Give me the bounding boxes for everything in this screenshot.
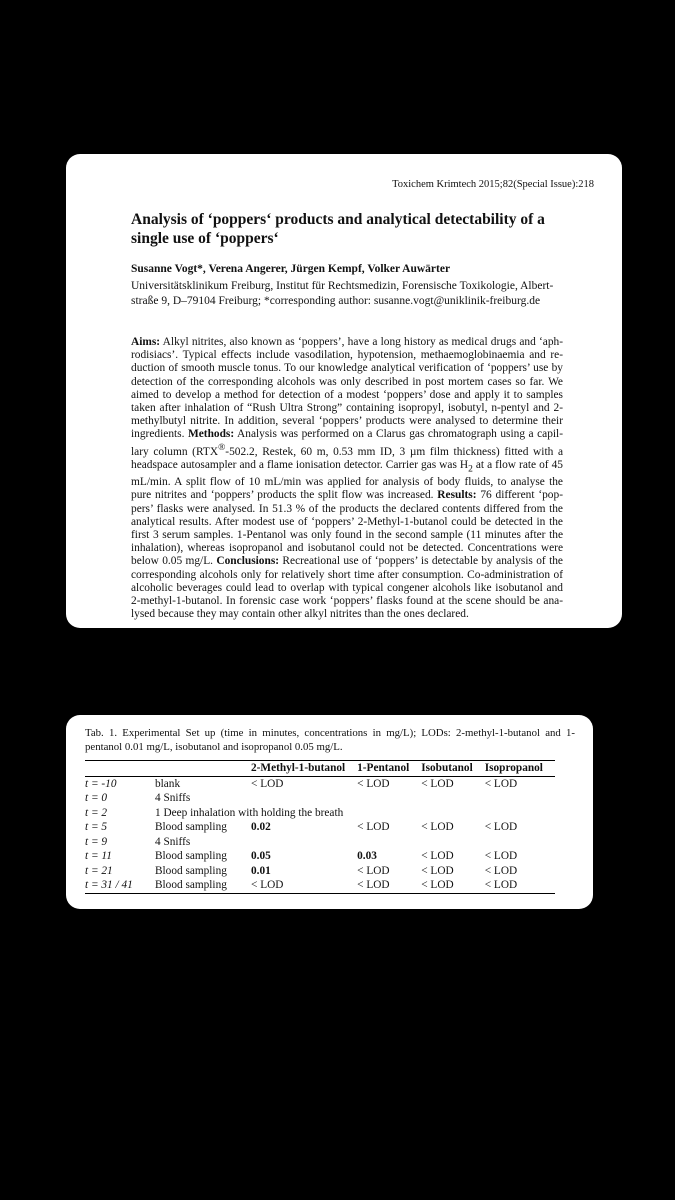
table-card [66, 715, 593, 909]
value-cell: < LOD [484, 850, 518, 862]
caption-line: pentanol 0.01 mg/L, isobutanol and isopropanol 0.05 mg/L. [85, 741, 343, 753]
value-cell: < LOD [251, 777, 284, 790]
condition-cell: Blood sampling [155, 864, 227, 877]
affiliation-line: Universitätsklinikum Freiburg, Institut für Rechtsmedizin, Forensische Toxikologie, Albert- [131, 280, 554, 292]
abstract-text: rodisiacs’. Typical effects include vasodilation, hypotension, methaemoglobinaemia and re- [131, 349, 563, 362]
condition-cell: 4 Sniffs [155, 792, 191, 804]
condition-cell: Blood sampling [155, 878, 251, 893]
section-label: Conclusions: [216, 555, 280, 568]
abstract-text: pure nitrites and ‘poppers’ products the split flow was increased. [131, 489, 438, 502]
abstract-text: pers’ flasks were analysed. In 51.3 % of the products the declared contents differed from the [131, 502, 563, 515]
abstract-line [131, 476, 563, 489]
value-cell [421, 835, 485, 850]
subscript: 2 [468, 463, 473, 474]
table-row [85, 776, 555, 791]
paper-title [131, 210, 581, 248]
abstract-text: Recreational use of ‘poppers’ is detectable by analysis of the [279, 555, 563, 568]
value-cell: < LOD [421, 777, 454, 790]
value-cell: 0.02 [251, 821, 271, 833]
time-cell: t = 2 [85, 806, 108, 819]
abstract-text: 2-methyl-1-butanol. In forensic case work ‘poppers’ flasks found at the scene should be ana- [131, 594, 563, 607]
abstract-line [131, 489, 563, 502]
abstract-line [131, 402, 563, 415]
time-cell: t = 31 / 41 [85, 878, 155, 893]
abstract-line [131, 376, 563, 389]
abstract-line [131, 608, 563, 621]
abstract-text: first 3 serum samples. 1-Pentanol was only found in the second sample (11 minutes after the [131, 528, 563, 541]
value-cell: < LOD [357, 821, 390, 833]
condition-cell: Blood sampling [155, 821, 227, 833]
value-cell: 0.01 [251, 864, 271, 877]
abstract-text: inhalation), whereas isopropanol and isobutanol could not be detected. Concentrations were [131, 542, 563, 555]
affiliation [131, 279, 563, 309]
section-label: Results: [437, 489, 477, 502]
column-header: 1-Pentanol [357, 761, 421, 777]
time-cell: t = 11 [85, 850, 112, 862]
abstract-text: lysed because they may contain other alkyl nitrites than the ones declared. [131, 608, 469, 621]
time-cell: t = 21 [85, 864, 113, 877]
table-row [85, 864, 555, 879]
condition-cell: 4 Sniffs [155, 835, 191, 848]
journal-reference: Toxichem Krimtech 2015;82(Special Issue):218 [392, 179, 594, 190]
abstract-line [131, 595, 563, 608]
table-row [85, 878, 555, 893]
abstract-card [66, 154, 622, 628]
abstract-text: Analysis was performed on a Clarus gas chromatograph using a capil- [234, 428, 563, 441]
abstract-line [131, 516, 563, 529]
abstract-text: methylbutyl nitrite. In addition, several ‘poppers’ products were analysed to determine their [131, 415, 563, 428]
abstract-line [131, 503, 563, 516]
abstract-body [131, 336, 563, 621]
table-body [85, 776, 555, 893]
abstract-text: ingredients. [131, 428, 188, 441]
abstract-line [131, 542, 563, 555]
abstract-text: corresponding alcohols only for relatively short time after consumption. Co-administration of [131, 568, 563, 581]
value-cell: < LOD [484, 821, 518, 833]
abstract-text: below 0.05 mg/L. [131, 555, 217, 568]
abstract-text: detection of the corresponding alcohols was only described in post mortem cases so far. We [131, 375, 563, 388]
value-cell: < LOD [357, 777, 390, 790]
abstract-text: headspace autosampler and a flame ionisation detector. Carrier gas was H [131, 458, 469, 471]
column-header: Isopropanol [485, 761, 555, 777]
table-row [85, 849, 555, 864]
value-cell: < LOD [484, 777, 518, 790]
author-list: Susanne Vogt*, Verena Angerer, Jürgen Kempf, Volker Auwärter [131, 263, 451, 275]
title-line: single use of ‘poppers‘ [131, 230, 279, 247]
time-cell: t = 9 [85, 835, 108, 848]
abstract-line [131, 569, 563, 582]
abstract-line [131, 459, 563, 476]
abstract-text: -502.2, Restek, 60 m, 0.53 mm ID, 3 µm film thickness) fitted with a [225, 445, 563, 458]
abstract-line [131, 389, 563, 402]
value-cell: < LOD [485, 878, 555, 893]
table-header-row [85, 761, 555, 777]
affiliation-line: straße 9, D–79104 Freiburg; *corresponding author: susanne.vogt@uniklinik-freiburg.de [131, 295, 541, 307]
caption-line: Tab. 1. Experimental Set up (time in minutes, concentrations in mg/L); LODs: 2-methyl-1-butanol and 1- [85, 727, 575, 739]
value-cell [251, 791, 357, 806]
abstract-line [131, 442, 563, 459]
value-cell [485, 791, 555, 806]
abstract-line [131, 529, 563, 542]
abstract-line [131, 362, 563, 375]
condition-cell: 1 Deep inhalation with holding the breath [155, 806, 344, 819]
time-cell: t = -10 [85, 777, 117, 790]
value-cell [485, 835, 555, 850]
section-label: Methods: [187, 428, 235, 441]
abstract-text: aimed to develop a method for detection of a modest ‘poppers’ dose and apply it to samples [131, 388, 563, 401]
table-row [85, 791, 555, 806]
value-cell: < LOD [421, 850, 454, 862]
value-cell: < LOD [357, 864, 390, 877]
superscript: ® [218, 442, 226, 453]
value-cell: < LOD [484, 864, 518, 877]
value-cell: < LOD [357, 878, 421, 893]
experimental-setup-table [85, 760, 555, 894]
abstract-text: taken after inhalation of “Rush Ultra Strong” containing isopropyl, isobutyl, n-pentyl and 2- [131, 402, 563, 415]
section-label: Aims: [131, 336, 161, 348]
abstract-text: 76 different ‘pop- [476, 489, 563, 502]
abstract-text: lary column (RTX [131, 445, 219, 458]
column-header [155, 761, 251, 777]
abstract-text: Alkyl nitrites, also known as ‘poppers’, have a long history as medical drugs and ‘aph- [160, 336, 563, 348]
value-cell: 0.05 [251, 850, 271, 862]
value-cell [357, 791, 421, 806]
column-header: 2-Methyl-1-butanol [251, 761, 357, 777]
abstract-text: analytical results. After modest use of ‘poppers’ 2-Methyl-1-butanol could be detected in the [131, 515, 563, 528]
value-cell: < LOD [251, 878, 357, 893]
table-caption [85, 726, 575, 754]
abstract-line [131, 349, 563, 362]
table-row [85, 806, 555, 821]
value-cell [251, 835, 357, 850]
value-cell: 0.03 [357, 850, 377, 862]
abstract-text: mL/min. A split flow of 10 mL/min was applied for analysis of body fluids, to analyse the [131, 476, 563, 489]
abstract-line [131, 428, 563, 441]
table-row [85, 820, 555, 835]
abstract-text: alcoholic beverages could lead to overlap with typical congener alcohols like isobutanol and [131, 581, 563, 594]
abstract-line [131, 336, 563, 349]
condition-cell: blank [155, 777, 181, 790]
column-header [85, 761, 155, 777]
title-line: Analysis of ‘poppers‘ products and analytical detectability of a [131, 211, 545, 228]
value-cell: < LOD [421, 878, 485, 893]
column-header: Isobutanol [421, 761, 485, 777]
value-cell: < LOD [421, 864, 454, 877]
abstract-text: duction of smooth muscle tonus. To our knowledge analytical verification of ‘poppers’ use by [131, 362, 563, 375]
abstract-text: at a flow rate of 45 [472, 458, 563, 471]
abstract-line [131, 582, 563, 595]
time-cell: t = 5 [85, 821, 108, 833]
value-cell [421, 791, 485, 806]
condition-cell: Blood sampling [155, 850, 227, 862]
abstract-line [131, 555, 563, 568]
value-cell [357, 835, 421, 850]
value-cell: < LOD [421, 821, 454, 833]
time-cell: t = 0 [85, 792, 108, 804]
abstract-line [131, 415, 563, 428]
table-row [85, 835, 555, 850]
